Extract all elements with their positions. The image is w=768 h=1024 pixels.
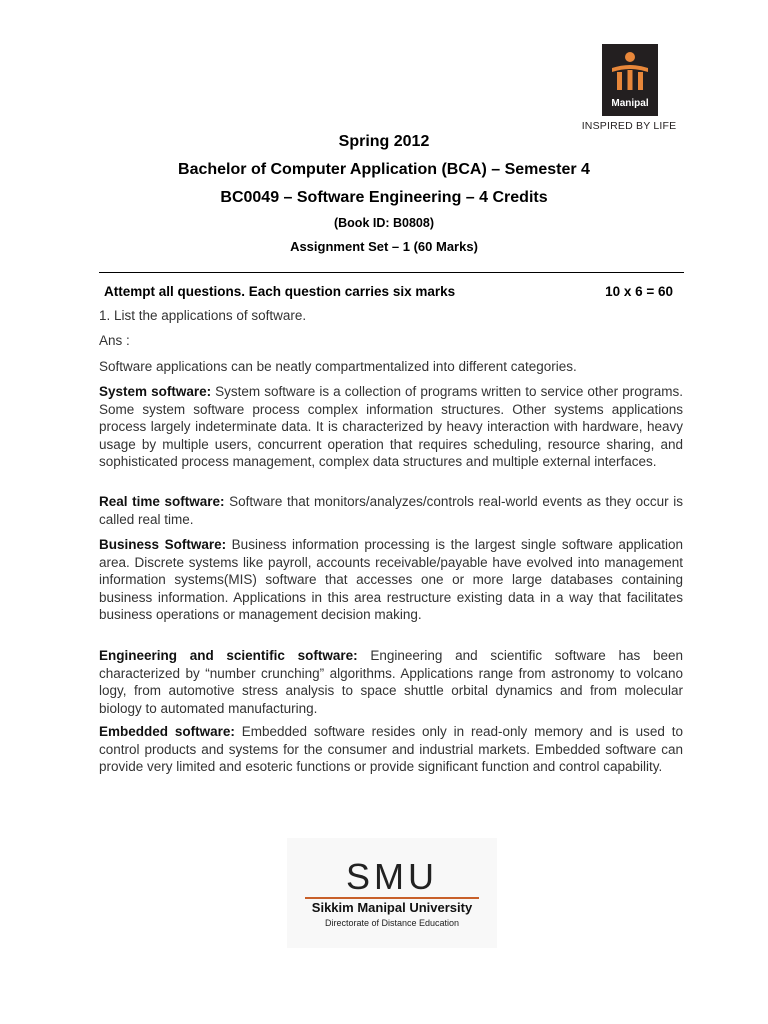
answer-intro: Software applications can be neatly compartmentalized into different categories. (99, 359, 577, 374)
instructions-text: Attempt all questions. Each question carries six marks (104, 284, 456, 299)
paragraph-text: Business information processing is the largest single software application area. Discrete systems like payroll, accounts receivable/payable have evolved into management information systems(MIS) software that accesses one or more large databases containing business information. Applications in this area restructure existing data in a way that facilitates business operations or management decision making. (99, 537, 683, 622)
assignment-heading: Assignment Set – 1 (60 Marks) (290, 239, 478, 254)
smu-logo (287, 838, 497, 948)
program-heading: Bachelor of Computer Application (BCA) – Semester 4 (178, 161, 590, 178)
paragraph-text: Embedded software resides only in read-only memory and is used to control products and systems for the consumer and industrial markets. Embedded software can provide very limited and esoteric functions or provide significant function and control capability. (99, 724, 683, 774)
manipal-logo-name: Manipal (611, 98, 649, 109)
paragraph-system-software (99, 383, 683, 471)
paragraph-heading: System software: (99, 384, 212, 399)
instructions (104, 284, 684, 299)
manipal-tagline: INSPIRED BY LIFE (581, 120, 677, 132)
term-heading: Spring 2012 (338, 133, 430, 150)
course-heading: BC0049 – Software Engineering – 4 Credits (220, 189, 548, 206)
paragraph-heading: Business Software: (99, 537, 227, 552)
question-1: 1. List the applications of software. (99, 308, 307, 323)
manipal-logo (573, 44, 685, 134)
paragraph-business-software (99, 536, 683, 624)
paragraph-heading: Engineering and scientific software: (99, 648, 358, 663)
book-id: (Book ID: B0808) (333, 216, 435, 230)
paragraph-heading: Embedded software: (99, 724, 235, 739)
answer-label: Ans : (99, 333, 130, 348)
paragraph-heading: Real time software: (99, 494, 225, 509)
paragraph-text: Engineering and scientific software has been characterized by “number crunching” algorithms. Applications range from astronomy to volcano logy, from automotive stress analysis to space shuttle orbital dynamics and from molecular biology to automated manufacturing. (99, 648, 683, 716)
paragraph-text: System software is a collection of programs written to service other programs. Some system software process complex information structures. Other systems applications process largely indeterminate data. It is characterized by heavy interaction with hardware, heavy usage by multiple users, concurrent operation that requires scheduling, resource sharing, and sophisticated process management, complex data structures and multiple external interfaces. (99, 384, 683, 469)
paragraph-embedded-software (99, 723, 683, 776)
manipal-logo-mark (602, 44, 658, 116)
paragraph-real-time-software (99, 493, 683, 528)
paragraph-engineering-software (99, 647, 683, 717)
instructions-marks: 10 x 6 = 60 (605, 284, 673, 299)
manipal-emblem-icon (608, 50, 652, 94)
smu-subtitle: Directorate of Distance Education (324, 918, 460, 928)
smu-name: Sikkim Manipal University (311, 900, 473, 915)
divider (99, 272, 684, 273)
paragraph-text: Software that monitors/analyzes/controls real-world events as they occur is called real time. (99, 494, 683, 527)
smu-accent-line (305, 897, 479, 899)
smu-acronym: SMU (346, 856, 438, 897)
